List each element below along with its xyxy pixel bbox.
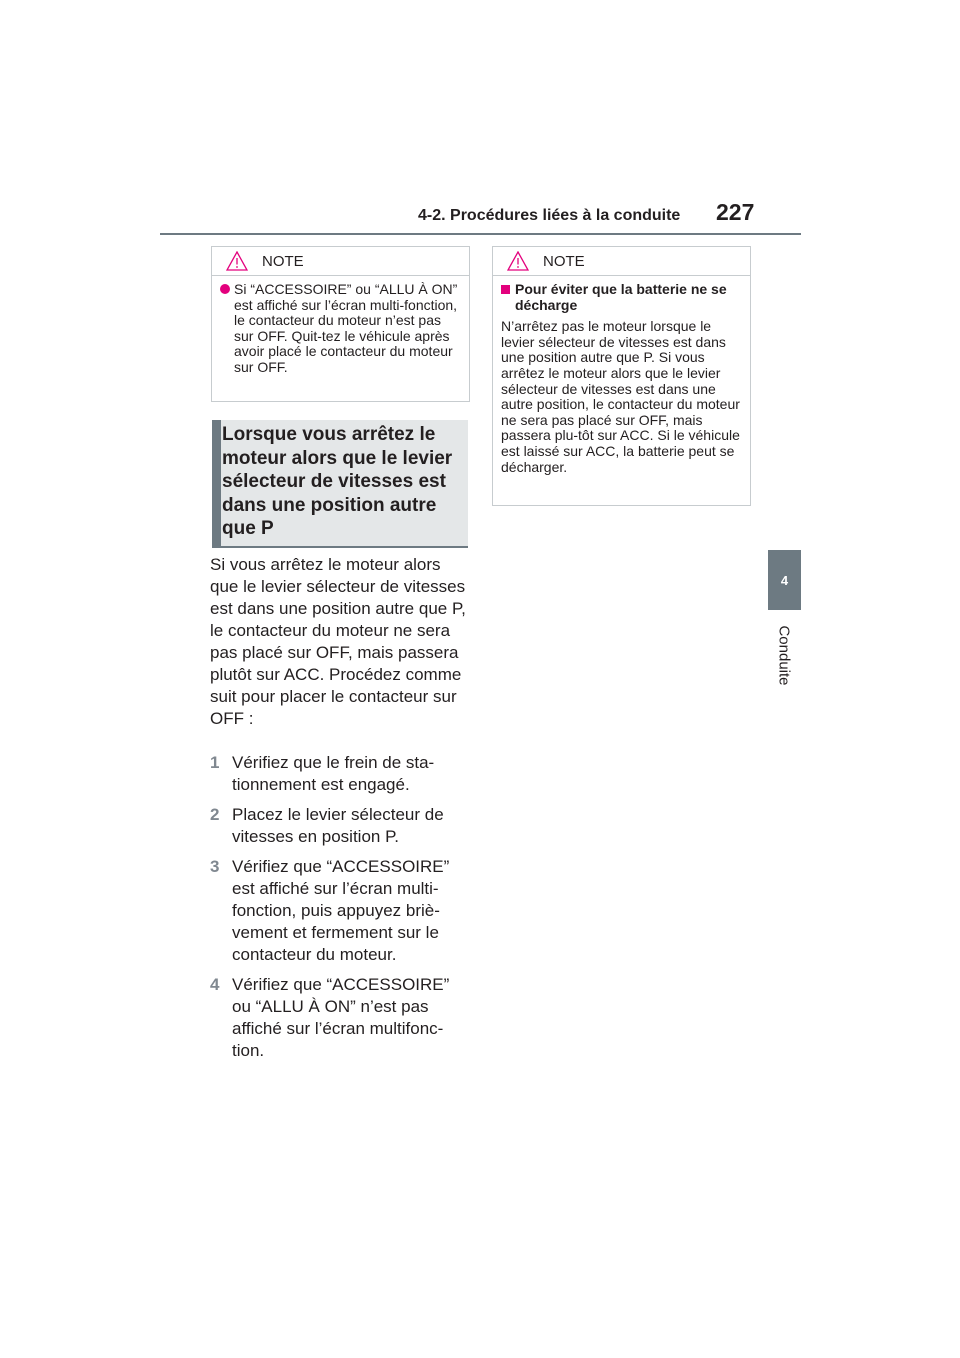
step-item <box>210 804 472 848</box>
bullet-icon <box>220 284 230 294</box>
step-item <box>210 752 472 796</box>
note-title: NOTE <box>543 253 585 270</box>
note-item-text: Si “ACCESSOIRE” ou “ALLU À ON” est affiché sur l’écran multi-fonction, le contacteur du moteur n’est pas sur OFF. Quit-tez le véhicule après avoir placé le contacteur du moteur sur OFF. <box>234 281 458 375</box>
section-heading-box <box>212 420 468 548</box>
step-number: 3 <box>210 857 220 876</box>
note-box-right <box>492 246 751 506</box>
chapter-number: 4 <box>780 572 789 588</box>
note-header <box>212 247 469 276</box>
step-number: 2 <box>210 805 220 824</box>
note-list-item <box>220 282 463 376</box>
note-body <box>493 276 750 483</box>
note-text: N’arrêtez pas le moteur lorsque le levier sélecteur de vitesses est dans une position autre que P. Si vous arrêtez le moteur alors que le levier sélecteur de vitesses est dans une autre position, le contacteur du moteur ne sera pas placé sur OFF, mais passera plu-tôt sur ACC. Si le véhicule est laissé sur ACC, la batterie peut se décharger. <box>501 318 740 475</box>
step-text: Vérifiez que le frein de sta-tionnement est engagé. <box>232 753 435 794</box>
chapter-label-text: Conduite <box>776 624 794 686</box>
step-text: Vérifiez que “ACCESSOIRE” ou “ALLU À ON” n’est pas affiché sur l’écran multifonc-tion. <box>232 975 450 1060</box>
heading-accent-bar <box>212 420 221 546</box>
step-text: Placez le levier sélecteur de vitesses en position P. <box>232 805 444 846</box>
page-number: 227 <box>716 199 755 225</box>
step-item <box>210 974 472 1062</box>
chapter-tab <box>768 550 801 610</box>
intro-paragraph: Si vous arrêtez le moteur alors que le levier sélecteur de vitesses est dans une position autre que P, le contacteur du moteur ne sera pas placé sur OFF, mais passera plutôt sur ACC. Procédez comme suit pour placer le contacteur sur OFF : <box>210 555 466 728</box>
note-body <box>212 276 469 384</box>
chapter-label <box>768 620 801 690</box>
note-box-left <box>211 246 470 402</box>
note-title: NOTE <box>262 253 304 270</box>
square-bullet-icon <box>501 285 510 294</box>
section-heading: Lorsque vous arrêtez le moteur alors que le levier sélecteur de vitesses est dans une position autre que P <box>222 424 453 539</box>
header-divider <box>160 233 801 235</box>
step-number: 4 <box>210 975 220 994</box>
step-text: Vérifiez que “ACCESSOIRE” est affiché sur l’écran multi-fonction, puis appuyez briè-vement et fermement sur le contacteur du moteur. <box>232 857 450 964</box>
warning-icon <box>226 251 248 271</box>
note-subheading: Pour éviter que la batterie ne se décharge <box>515 281 727 313</box>
section-header-title: 4-2. Procédures liées à la conduite <box>418 207 681 224</box>
note-subheading-item <box>501 282 744 313</box>
note-header <box>493 247 750 276</box>
step-number: 1 <box>210 753 220 772</box>
step-item <box>210 856 472 966</box>
warning-icon <box>507 251 529 271</box>
steps-list <box>210 752 472 1070</box>
